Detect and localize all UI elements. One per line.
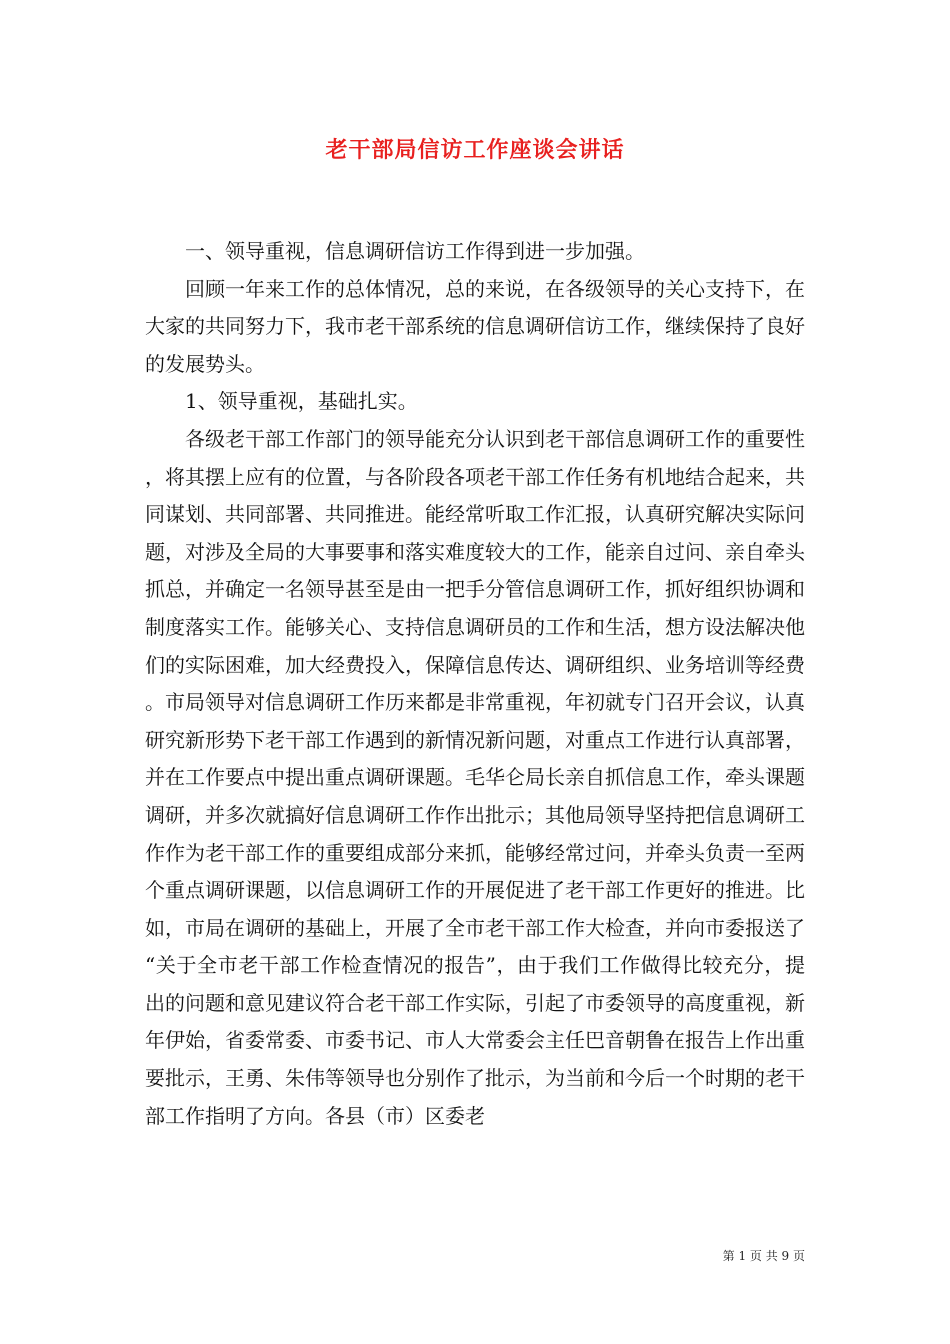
page-number-footer: 第 1 页 共 9 页 [722,1249,805,1263]
subsection-heading: 1、领导重视，基础扎实。 [185,389,418,414]
document-body [145,233,805,1135]
paragraph: 回顾一年来工作的总体情况，总的来说，在各级领导的关心支持下，在大家的共同努力下，我市老干部系统的信息调研信访工作，继续保持了良好的发展势头。 [145,276,805,376]
paragraph: 各级老干部工作部门的领导能充分认识到老干部信息调研工作的重要性，将其摆上应有的位置，与各阶段各项老干部工作任务有机地结合起来，共同谋划、共同部署、共同推进。能经常听取工作汇报，认真研究解决实际问题，对涉及全局的大事要事和落实难度较大的工作，能亲自过问、亲自牵头抓总，并确定一名领导甚至是由一把手分管信息调研工作，抓好组织协调和制度落实工作。能够关心、支持信息调研员的工作和生活，想方设法解决他们的实际困难，加大经费投入，保障信息传达、调研组织、业务培训等经费。市局领导对信息调研工作历来都是非常重视，年初就专门召开会议，认真研究新形势下老干部工作遇到的新情况新问题，对重点工作进行认真部署，并在工作要点中提出重点调研课题。毛华仑局长亲自抓信息工作，牵头课题调研，并多次就搞好信息调研工作作出批示；其他局领导坚持把信息调研工作作为老干部工作的重要组成部分来抓，能够经常过问，并牵头负责一至两个重点调研课题，以信息调研工作的开展促进了老干部工作更好的推进。比如，市局在调研的基础上，开展了全市老干部工作大检查，并向市委报送了“关于全市老干部工作检查情况的报告”，由于我们工作做得比较充分，提出的问题和意见建议符合老干部工作实际，引起了市委领导的高度重视，新年伊始，省委常委、市委书记、市人大常委会主任巴音朝鲁在报告上作出重要批示，王勇、朱伟等领导也分别作了批示，为当前和今后一个时期的老干部工作指明了方向。各县（市）区委老 [145,426,805,1128]
section-heading: 一、领导重视，信息调研信访工作得到进一步加强。 [185,239,645,263]
document-title: 老干部局信访工作座谈会讲话 [325,137,625,163]
